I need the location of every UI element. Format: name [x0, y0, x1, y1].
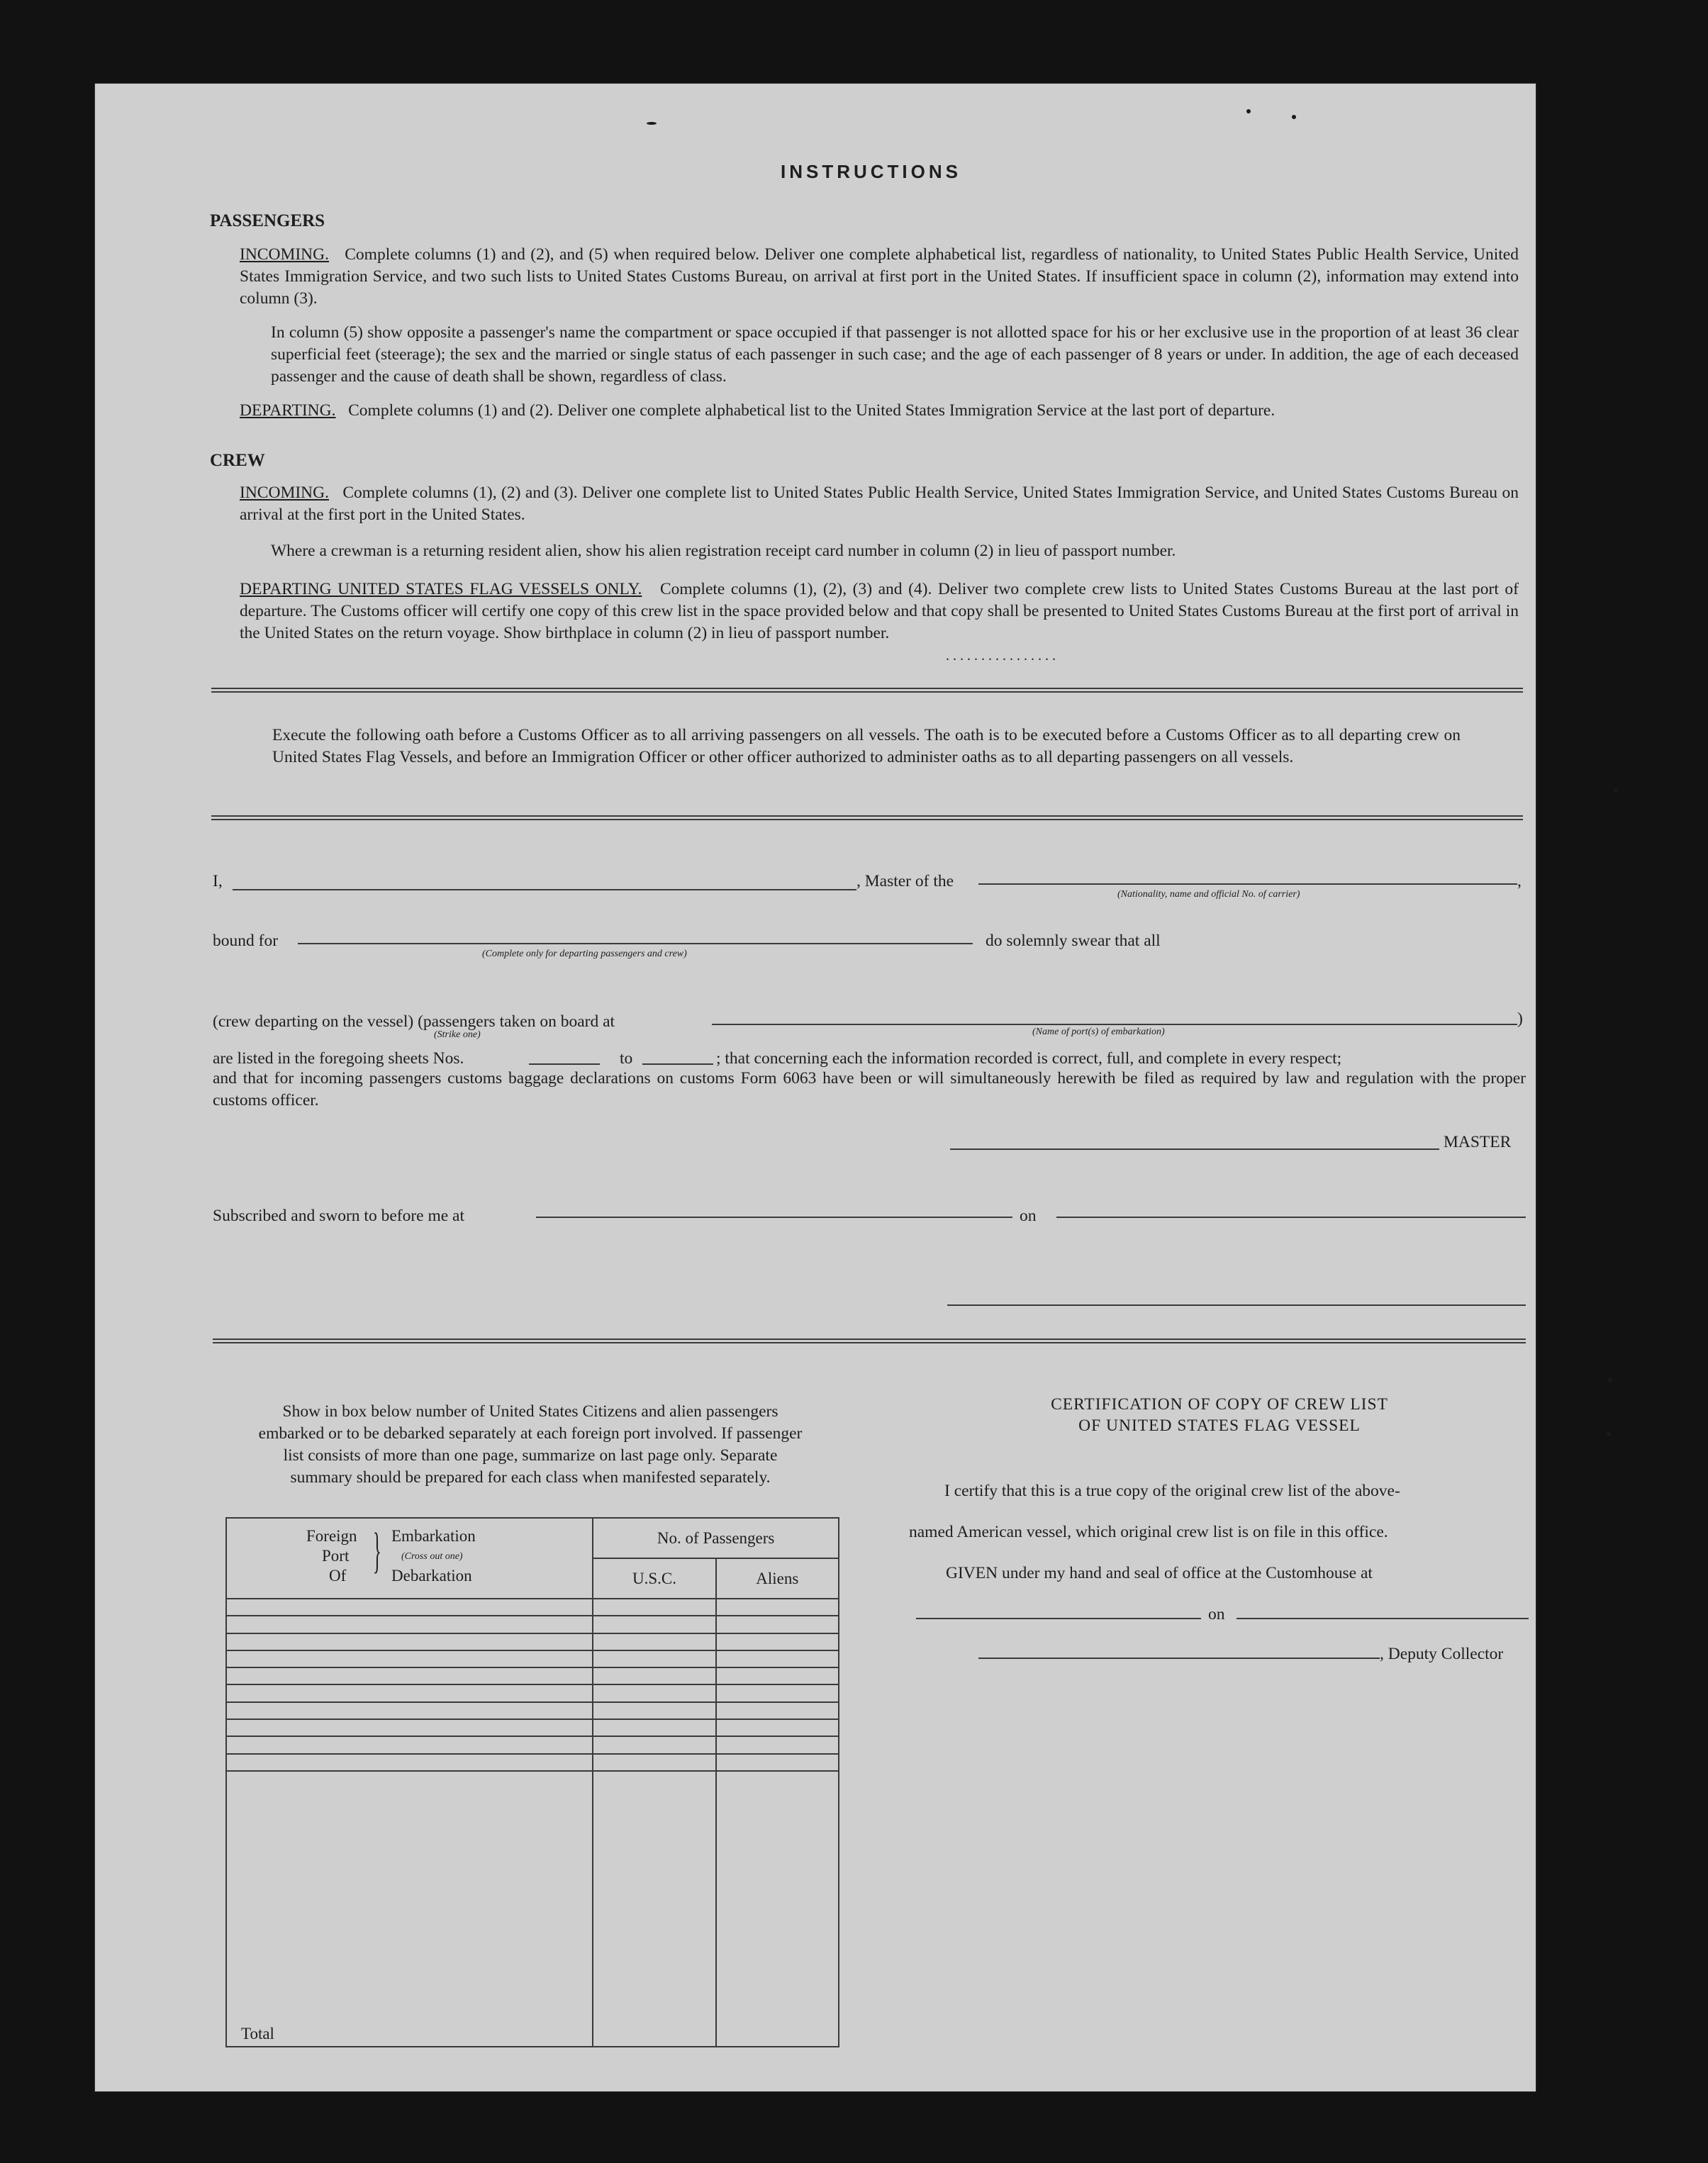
certification-line-2: named American vessel, which original crew list is on file in this office.	[909, 1523, 1388, 1541]
carrier-hint: (Nationality, name and official No. of carrier)	[1117, 889, 1300, 900]
brace-icon: }	[373, 1524, 381, 1578]
certification-title-2: OF UNITED STATES FLAG VESSEL	[1078, 1416, 1361, 1435]
port-cell[interactable]	[226, 1754, 593, 1771]
table-row	[226, 1650, 839, 1667]
crew-heading: CREW	[210, 451, 265, 470]
master-label: MASTER	[1444, 1133, 1512, 1151]
aliens-cell[interactable]	[716, 1684, 839, 1701]
crew-incoming-label: INCOMING.	[240, 484, 329, 502]
oath-instructions: Execute the following oath before a Customs Officer as to all arriving passengers on all vessels. The oath is to be executed before a Customs Officer as to all departing crew on United States Flag Vessels, and before an Immigration Officer or other officer authorized to administer oaths as to all departing passengers on all vessels.	[272, 726, 1461, 766]
table-row	[226, 1719, 839, 1736]
header-port: Port	[322, 1547, 350, 1565]
aliens-cell[interactable]	[716, 1702, 839, 1719]
port-header	[226, 1518, 593, 1599]
total-aliens-cell[interactable]	[716, 1771, 839, 2047]
oath-i-label: I,	[213, 872, 223, 890]
passengers-column5: In column (5) show opposite a passenger's name the compartment or space occupied if that passenger is not allotted space for his or her exclusive use in the proportion of at least 36 clear superficial feet (steerage); the sex and the married or single status of each passenger in such case; and the age of each passenger of 8 years or under. In addition, the age of each deceased passenger and the cause of death shall be shown, regardless of class.	[271, 323, 1519, 386]
passengers-departing-label: DEPARTING.	[240, 401, 336, 420]
total-row	[226, 1771, 839, 2047]
divider	[211, 815, 1523, 820]
correctness-text: ; that concerning each the information recorded is correct, full, and complete in every respect;	[716, 1049, 1342, 1068]
usc-cell[interactable]	[593, 1633, 715, 1650]
usc-cell[interactable]	[593, 1616, 715, 1633]
sheets-label: are listed in the foregoing sheets Nos.	[213, 1049, 464, 1068]
port-cell[interactable]	[226, 1633, 593, 1650]
embarkation-port-field[interactable]	[712, 1024, 1517, 1025]
aliens-cell[interactable]	[716, 1616, 839, 1633]
deputy-collector-label: , Deputy Collector	[1380, 1645, 1504, 1663]
port-cell[interactable]	[226, 1616, 593, 1633]
passengers-incoming	[240, 244, 1519, 310]
passengers-heading: PASSENGERS	[210, 211, 325, 230]
scan-speck	[1614, 788, 1618, 793]
total-label: Total	[226, 1771, 593, 2047]
sworn-on-label: on	[1020, 1207, 1037, 1225]
port-hint: (Name of port(s) of embarkation)	[1032, 1027, 1165, 1037]
crew-departing-text: Complete columns (1), (2), (3) and (4). Deliver two complete crew lists to United States Customs Bureau at the last port of departure. The Customs officer will certify one copy of this crew list in the space provided below and that copy shall be presented to United States Customs Bureau at the first port of arrival in the United States on the return voyage. Show birthplace in column (2) in lieu of passport number.	[240, 580, 1519, 642]
crew-incoming	[240, 482, 1519, 526]
aliens-cell[interactable]	[716, 1599, 839, 1616]
certification-line-1: I certify that this is a true copy of the original crew list of the above-	[944, 1482, 1400, 1500]
table-row	[226, 1684, 839, 1701]
total-usc-cell[interactable]	[593, 1771, 715, 2047]
passengers-incoming-label: INCOMING.	[240, 245, 329, 264]
usc-cell[interactable]	[593, 1736, 715, 1753]
port-cell[interactable]	[226, 1702, 593, 1719]
master-name-field[interactable]	[233, 889, 856, 890]
crew-departing-label: (crew departing on the vessel) (passengers taken on board at	[213, 1012, 615, 1031]
port-cell[interactable]	[226, 1684, 593, 1701]
close-paren: )	[1517, 1010, 1523, 1028]
scan-speck	[1246, 109, 1251, 113]
aliens-cell[interactable]	[716, 1650, 839, 1667]
aliens-cell[interactable]	[716, 1736, 839, 1753]
header-no-passengers: No. of Passengers	[593, 1518, 839, 1558]
certification-title-1: CERTIFICATION OF COPY OF CREW LIST	[1051, 1395, 1388, 1414]
sheet-from-field[interactable]	[529, 1063, 600, 1065]
bound-for-hint: (Complete only for departing passengers and crew)	[482, 949, 687, 959]
port-cell[interactable]	[226, 1719, 593, 1736]
port-cell[interactable]	[226, 1667, 593, 1684]
usc-cell[interactable]	[593, 1754, 715, 1771]
header-foreign: Foreign	[306, 1527, 357, 1545]
scan-speck	[1607, 1432, 1611, 1436]
declaration-text: and that for incoming passengers customs baggage declarations on customs Form 6063 have been or will simultaneously herewith be filed as required by law and regulation with the proper customs officer.	[213, 1069, 1526, 1110]
port-cell[interactable]	[226, 1599, 593, 1616]
crew-resident-note: Where a crewman is a returning resident alien, show his alien registration receipt card number in column (2) in lieu of passport number.	[271, 542, 1176, 560]
crew-departing-label: DEPARTING UNITED STATES FLAG VESSELS ONLY.	[240, 580, 642, 598]
header-cross-out: (Cross out one)	[401, 1551, 463, 1562]
master-of-label: , Master of the	[856, 872, 954, 890]
header-aliens: Aliens	[716, 1558, 839, 1599]
bound-for-field[interactable]	[298, 943, 973, 944]
strike-one-hint: (Strike one)	[434, 1029, 481, 1040]
header-debarkation: Debarkation	[391, 1567, 472, 1584]
usc-cell[interactable]	[593, 1650, 715, 1667]
crew-incoming-text: Complete columns (1), (2) and (3). Deliver one complete list to United States Public Health Service, United States Immigration Service, and United States Customs Bureau on arrival at the first port in the United States.	[240, 484, 1519, 524]
scan-speck	[647, 122, 657, 125]
sworn-date-field[interactable]	[1056, 1217, 1526, 1218]
summary-instructions: Show in box below number of United States Citizens and alien passengers embarked or to be debarked separately at each foreign port involved. If passenger list consists of more than one page, summarize on last page only. Separate summary should be prepared for each class when manifested separately.	[258, 1402, 803, 1487]
master-signature-field[interactable]	[950, 1148, 1439, 1150]
divider	[211, 688, 1523, 693]
header-embarkation: Embarkation	[391, 1527, 476, 1545]
aliens-cell[interactable]	[716, 1719, 839, 1736]
aliens-cell[interactable]	[716, 1667, 839, 1684]
table-row	[226, 1736, 839, 1753]
port-cell[interactable]	[226, 1650, 593, 1667]
swear-label: do solemnly swear that all	[986, 932, 1161, 950]
aliens-cell[interactable]	[716, 1633, 839, 1650]
table-row	[226, 1667, 839, 1684]
sworn-place-field[interactable]	[536, 1217, 1012, 1218]
bound-for-label: bound for	[213, 932, 279, 950]
header-of: Of	[329, 1567, 347, 1584]
page-title: INSTRUCTIONS	[781, 161, 961, 182]
aliens-cell[interactable]	[716, 1754, 839, 1771]
subscribed-label: Subscribed and sworn to before me at	[213, 1207, 465, 1225]
usc-cell[interactable]	[593, 1667, 715, 1684]
customhouse-field[interactable]	[916, 1618, 1201, 1619]
port-cell[interactable]	[226, 1736, 593, 1753]
passengers-departing-text: Complete columns (1) and (2). Deliver one complete alphabetical list to the United States Immigration Service at the last port of departure.	[348, 401, 1276, 420]
carrier-comma: ,	[1517, 872, 1522, 890]
crew-departing	[240, 579, 1519, 644]
scan-speck	[1292, 115, 1296, 119]
sheet-to-field[interactable]	[642, 1063, 713, 1065]
certification-on-label: on	[1208, 1605, 1225, 1623]
passengers-incoming-text: Complete columns (1) and (2), and (5) when required below. Deliver one complete alphabetical list, regardless of nationality, to United States Public Health Service, United States Immigration Service, and two such lists to United States Customs Bureau, on arrival at first port in the United States. If insufficient space in column (2), information may extend into column (3).	[240, 245, 1519, 308]
crew-dots: . . . . . . . . . . . . . . . .	[946, 648, 1056, 664]
certification-date-field[interactable]	[1237, 1618, 1529, 1619]
table-row	[226, 1702, 839, 1719]
usc-cell[interactable]	[593, 1599, 715, 1616]
carrier-field[interactable]	[978, 883, 1517, 885]
table-row	[226, 1754, 839, 1771]
scan-speck	[1608, 1378, 1612, 1382]
passenger-summary-table	[225, 1517, 839, 2047]
officer-signature-field[interactable]	[947, 1304, 1526, 1306]
table-row	[226, 1616, 839, 1633]
usc-cell[interactable]	[593, 1702, 715, 1719]
sheets-to-label: to	[620, 1049, 633, 1068]
passengers-departing	[240, 400, 1519, 422]
certification-line-3: GIVEN under my hand and seal of office at the Customhouse at	[946, 1564, 1373, 1582]
deputy-signature-field[interactable]	[978, 1658, 1380, 1659]
divider	[213, 1338, 1526, 1343]
usc-cell[interactable]	[593, 1719, 715, 1736]
table-row	[226, 1633, 839, 1650]
usc-cell[interactable]	[593, 1684, 715, 1701]
table-row	[226, 1599, 839, 1616]
header-usc: U.S.C.	[593, 1558, 715, 1599]
